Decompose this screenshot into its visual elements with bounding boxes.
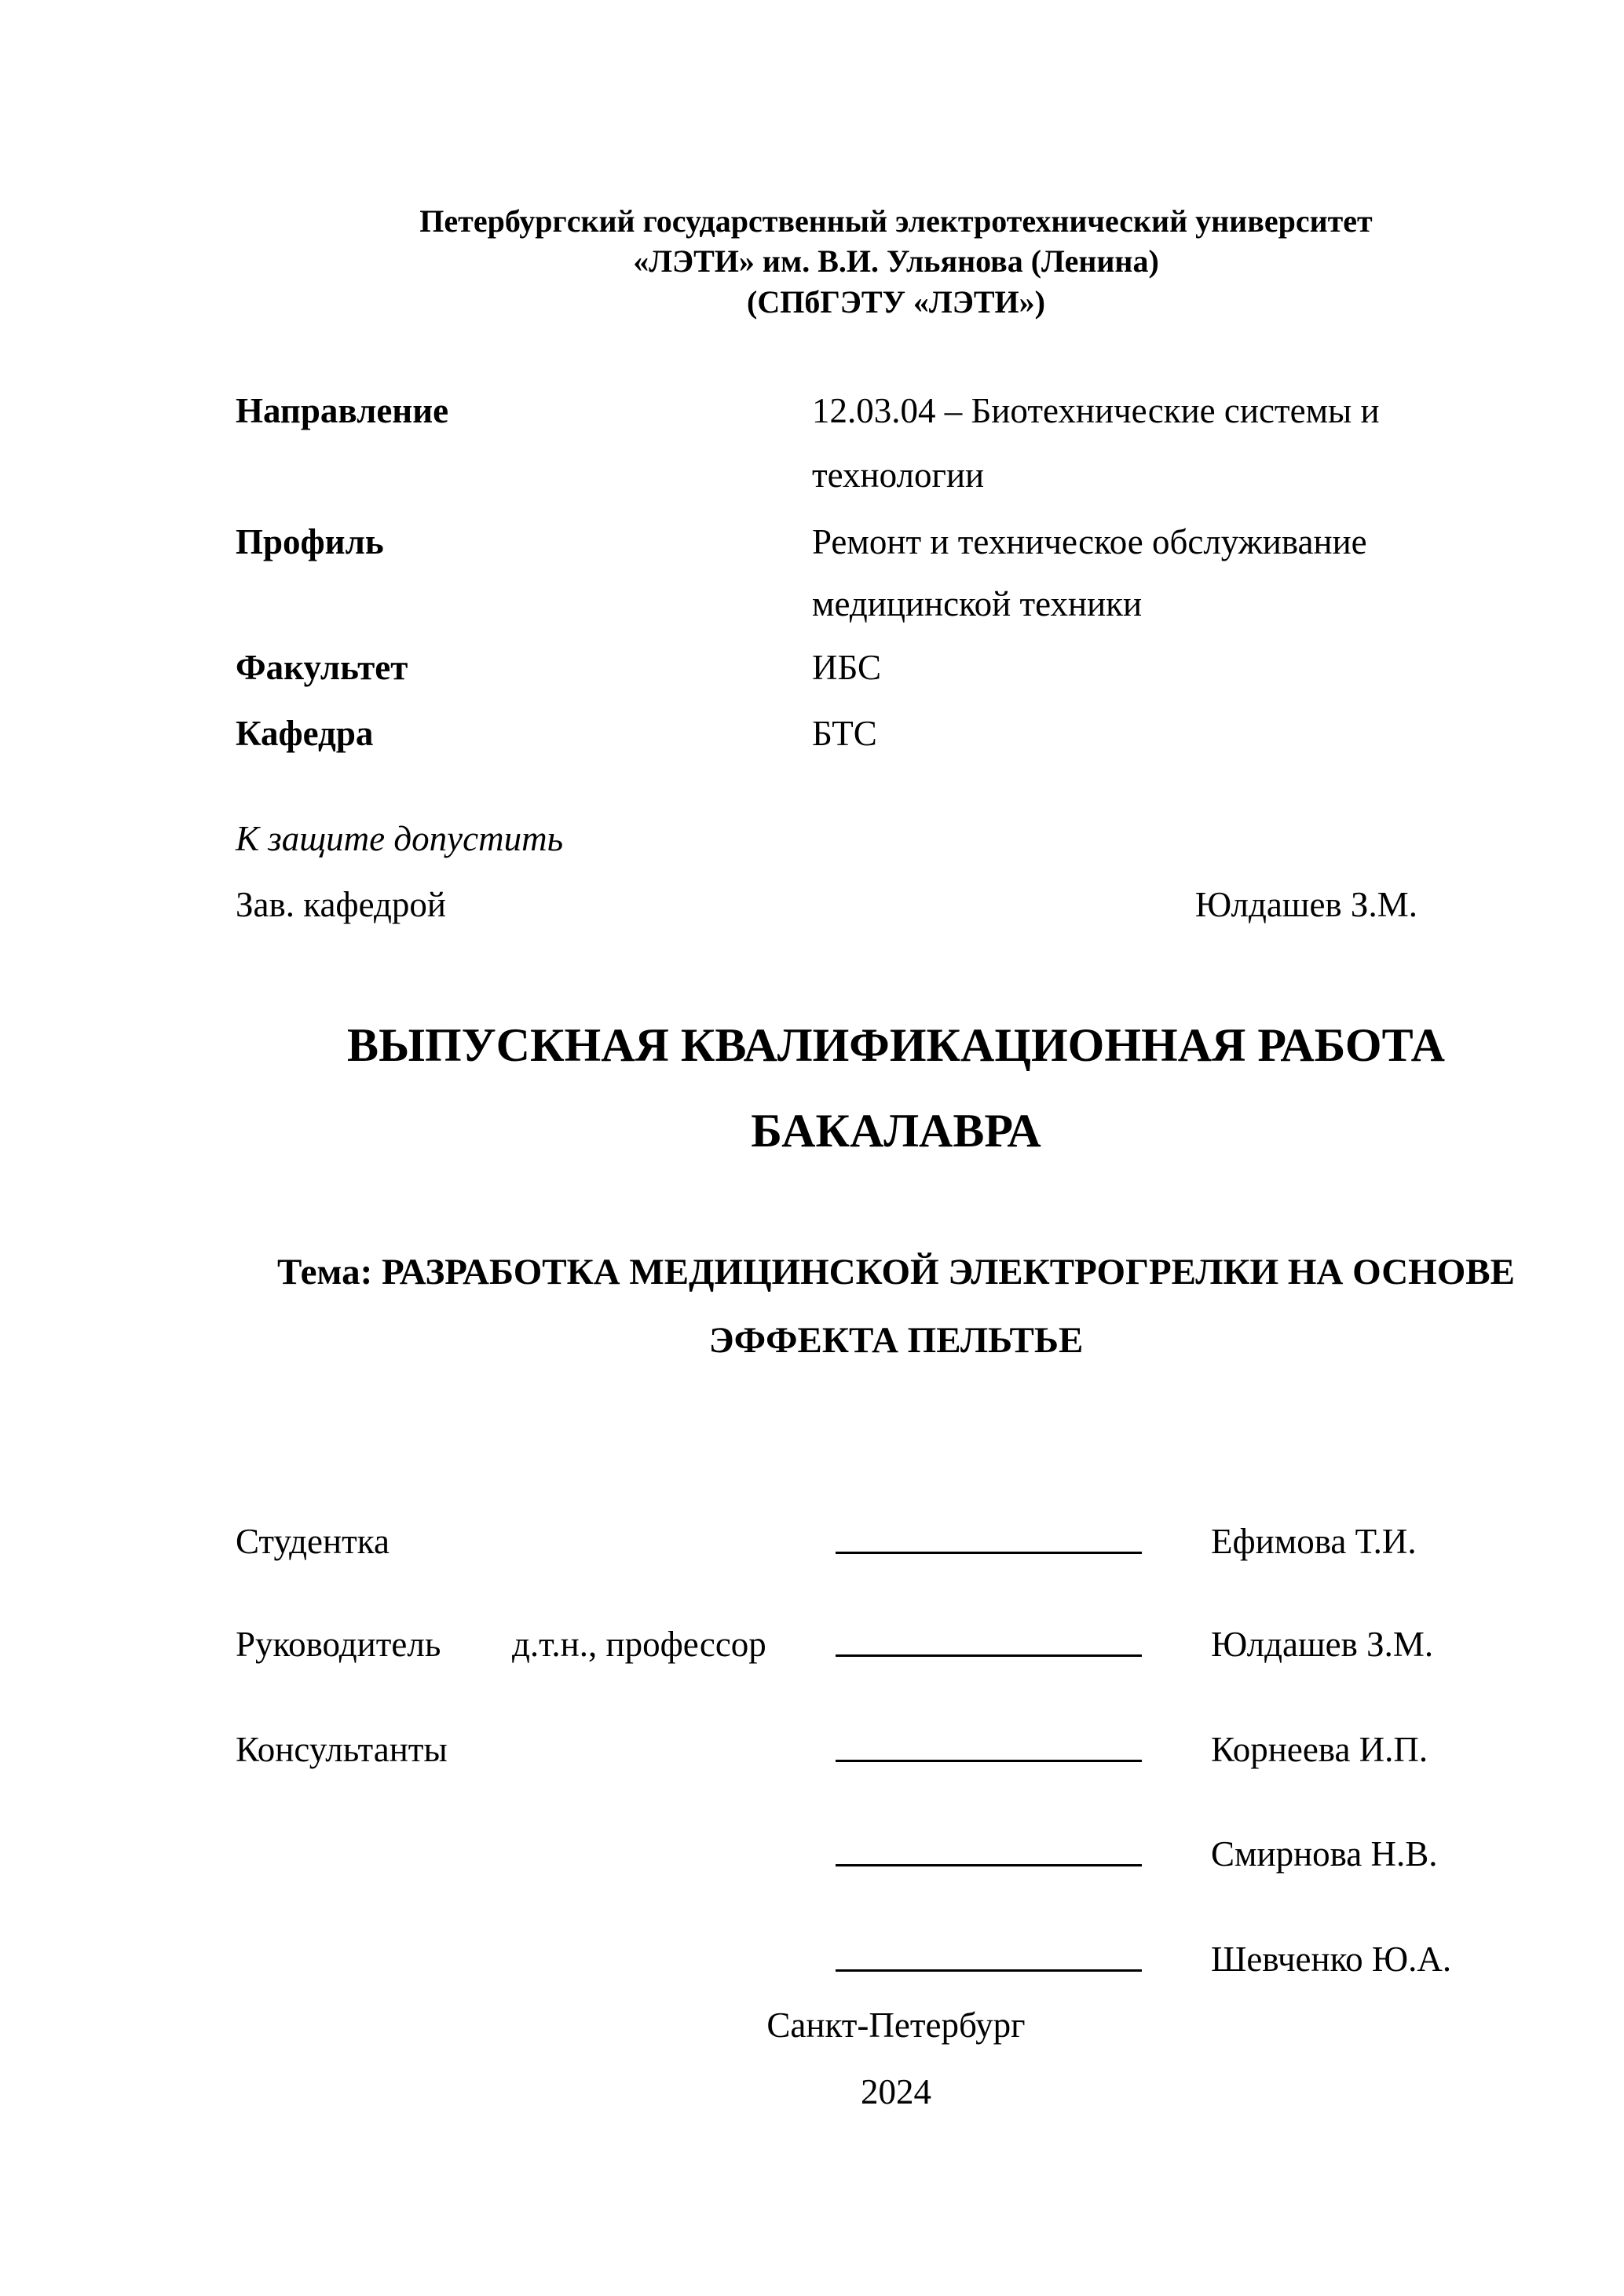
- signature-name: Ефимова Т.И.: [1211, 1522, 1417, 1561]
- signature-line: [836, 1523, 1142, 1554]
- signature-line: [836, 1941, 1142, 1972]
- direction-value-line2: технологии: [812, 455, 985, 495]
- signature-name: Юлдашев З.М.: [1211, 1625, 1434, 1664]
- signature-line: [836, 1836, 1142, 1866]
- university-name: Петербургский государственный электротехнический университет: [419, 203, 1373, 239]
- university-abbr: (СПбГЭТУ «ЛЭТИ»): [747, 284, 1045, 320]
- department-value: БТС: [812, 714, 877, 753]
- direction-value: 12.03.04 – Биотехнические системы и: [812, 391, 1380, 430]
- signature-qualification: д.т.н., профессор: [512, 1625, 766, 1664]
- profile-label: Профиль: [236, 522, 384, 561]
- city: Санкт-Петербург: [766, 2005, 1026, 2045]
- profile-value: Ремонт и техническое обслуживание: [812, 522, 1367, 561]
- signature-name: Смирнова Н.В.: [1211, 1834, 1438, 1874]
- faculty-value: ИБС: [812, 648, 882, 687]
- department-label: Кафедра: [236, 714, 374, 753]
- theme-line2: ЭФФЕКТА ПЕЛЬТЬЕ: [708, 1320, 1084, 1361]
- signature-line: [836, 1731, 1142, 1762]
- signature-name: Корнеева И.П.: [1211, 1730, 1428, 1769]
- signature-line: [836, 1626, 1142, 1657]
- university-name-line2: «ЛЭТИ» им. В.И. Ульянова (Ленина): [633, 243, 1159, 279]
- work-title: ВЫПУСКНАЯ КВАЛИФИКАЦИОННАЯ РАБОТА: [347, 1019, 1445, 1071]
- signature-name: Шевченко Ю.А.: [1211, 1940, 1452, 1979]
- year: 2024: [861, 2072, 931, 2111]
- profile-value-line2: медицинской техники: [812, 584, 1143, 623]
- work-title-line2: БАКАЛАВРА: [751, 1105, 1041, 1157]
- approval-note: К защите допустить: [236, 819, 564, 858]
- theme: Тема: РАЗРАБОТКА МЕДИЦИНСКОЙ ЭЛЕКТРОГРЕЛКИ НА ОСНОВЕ: [277, 1252, 1515, 1292]
- signature-role: Руководитель: [236, 1625, 441, 1664]
- approval-name: Юлдашев З.М.: [1194, 885, 1417, 924]
- approval-role: Зав. кафедрой: [236, 885, 446, 924]
- direction-label: Направление: [236, 391, 449, 430]
- signature-role: Консультанты: [236, 1730, 448, 1769]
- faculty-label: Факультет: [236, 648, 408, 687]
- signature-role: Студентка: [236, 1522, 390, 1561]
